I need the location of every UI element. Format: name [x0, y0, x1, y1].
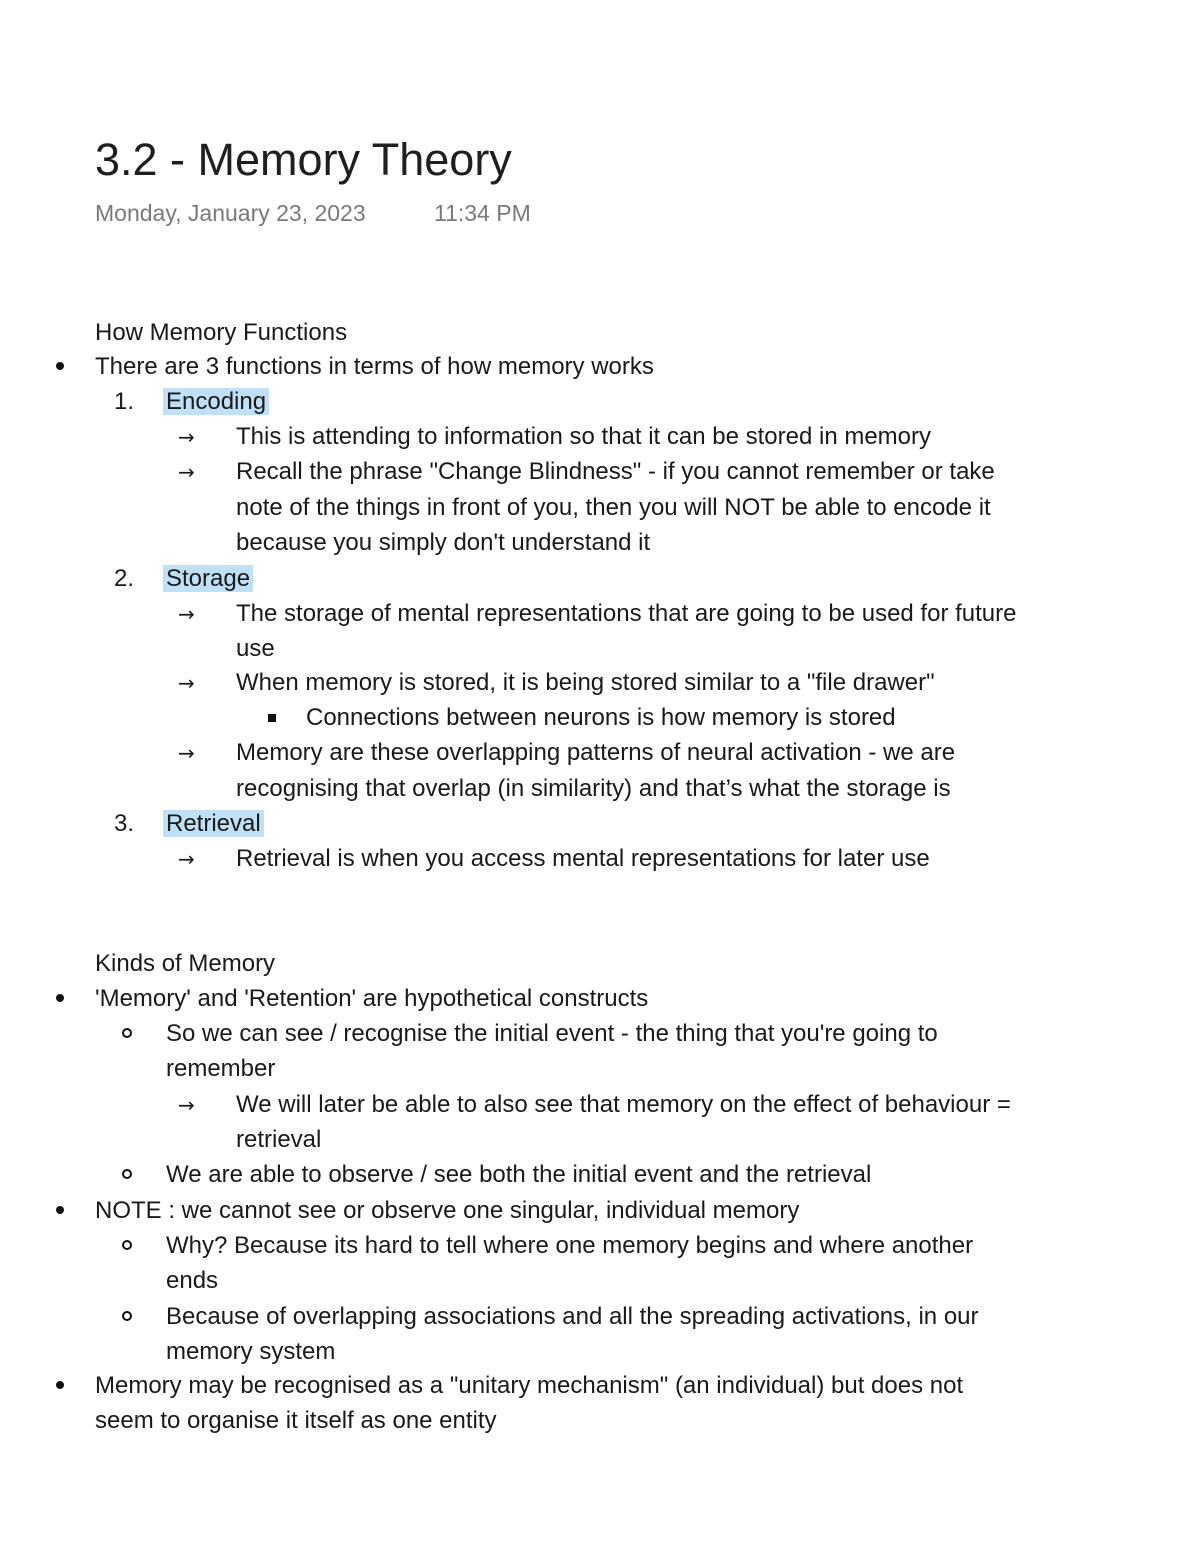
square-bullet-icon — [268, 714, 276, 722]
bullet-icon — [56, 1381, 64, 1389]
list-item: The storage of mental representations that are going to be used for future — [236, 600, 1017, 627]
list-item-continuation: seem to organise it itself as one entity — [95, 1407, 497, 1434]
list-item: Because of overlapping associations and all the spreading activations, in our — [166, 1303, 979, 1330]
storage-label: Storage — [166, 561, 253, 596]
circle-bullet-icon — [122, 1240, 132, 1250]
list-item: We will later be able to also see that memory on the effect of behaviour = — [236, 1091, 1011, 1118]
list-item-continuation: memory system — [166, 1338, 336, 1365]
list-item-continuation: because you simply don't understand it — [236, 529, 651, 556]
arrow-right-icon: → — [178, 460, 195, 484]
list-item: So we can see / recognise the initial event - the thing that you're going to — [166, 1020, 938, 1047]
arrow-right-icon: → — [178, 425, 195, 449]
list-item-continuation: note of the things in front of you, then you will NOT be able to encode it — [236, 494, 991, 521]
section-heading-kinds-of-memory: Kinds of Memory — [95, 950, 276, 977]
page-time: 11:34 PM — [434, 200, 531, 226]
list-item: Memory are these overlapping patterns of neural activation - we are — [236, 739, 956, 766]
section-heading-how-memory-functions: How Memory Functions — [95, 319, 348, 346]
list-item-continuation: retrieval — [236, 1126, 322, 1153]
list-number: 1. — [114, 388, 135, 415]
list-item-continuation: recognising that overlap (in similarity) and that’s what the storage is — [236, 775, 951, 802]
list-item: Memory may be recognised as a "unitary mechanism" (an individual) but does not — [95, 1372, 964, 1399]
list-item: Connections between neurons is how memory is stored — [306, 704, 896, 731]
list-item-continuation: ends — [166, 1267, 219, 1294]
arrow-right-icon: → — [178, 847, 195, 871]
arrow-right-icon: → — [178, 602, 195, 626]
list-item: Recall the phrase "Change Blindness" - if you cannot remember or take — [236, 458, 995, 485]
list-item: 'Memory' and 'Retention' are hypothetical constructs — [95, 985, 649, 1012]
list-item: When memory is stored, it is being stored similar to a "file drawer" — [236, 669, 935, 696]
arrow-right-icon: → — [178, 741, 195, 765]
list-item: This is attending to information so that it can be stored in memory — [236, 423, 932, 450]
list-item-continuation: remember — [166, 1055, 276, 1082]
arrow-right-icon: → — [178, 671, 195, 695]
list-item: We are able to observe / see both the initial event and the retrieval — [166, 1161, 872, 1188]
arrow-right-icon: → — [178, 1093, 195, 1117]
list-item: Why? Because its hard to tell where one memory begins and where another — [166, 1232, 974, 1259]
page-date: Monday, January 23, 2023 — [95, 200, 366, 226]
circle-bullet-icon — [122, 1311, 132, 1321]
bullet-icon — [56, 362, 64, 370]
list-item: Retrieval is when you access mental representations for later use — [236, 845, 930, 872]
list-item: NOTE : we cannot see or observe one singular, individual memory — [95, 1197, 800, 1224]
list-item: There are 3 functions in terms of how memory works — [95, 353, 654, 380]
page-title[interactable]: 3.2 - Memory Theory — [95, 134, 512, 185]
bullet-icon — [56, 1206, 64, 1214]
encoding-label: Encoding — [166, 384, 269, 419]
retrieval-label: Retrieval — [166, 806, 264, 841]
circle-bullet-icon — [122, 1169, 132, 1179]
list-number: 2. — [114, 565, 135, 592]
list-item-continuation: use — [236, 635, 275, 662]
circle-bullet-icon — [122, 1028, 132, 1038]
bullet-icon — [56, 994, 64, 1002]
list-number: 3. — [114, 810, 135, 837]
